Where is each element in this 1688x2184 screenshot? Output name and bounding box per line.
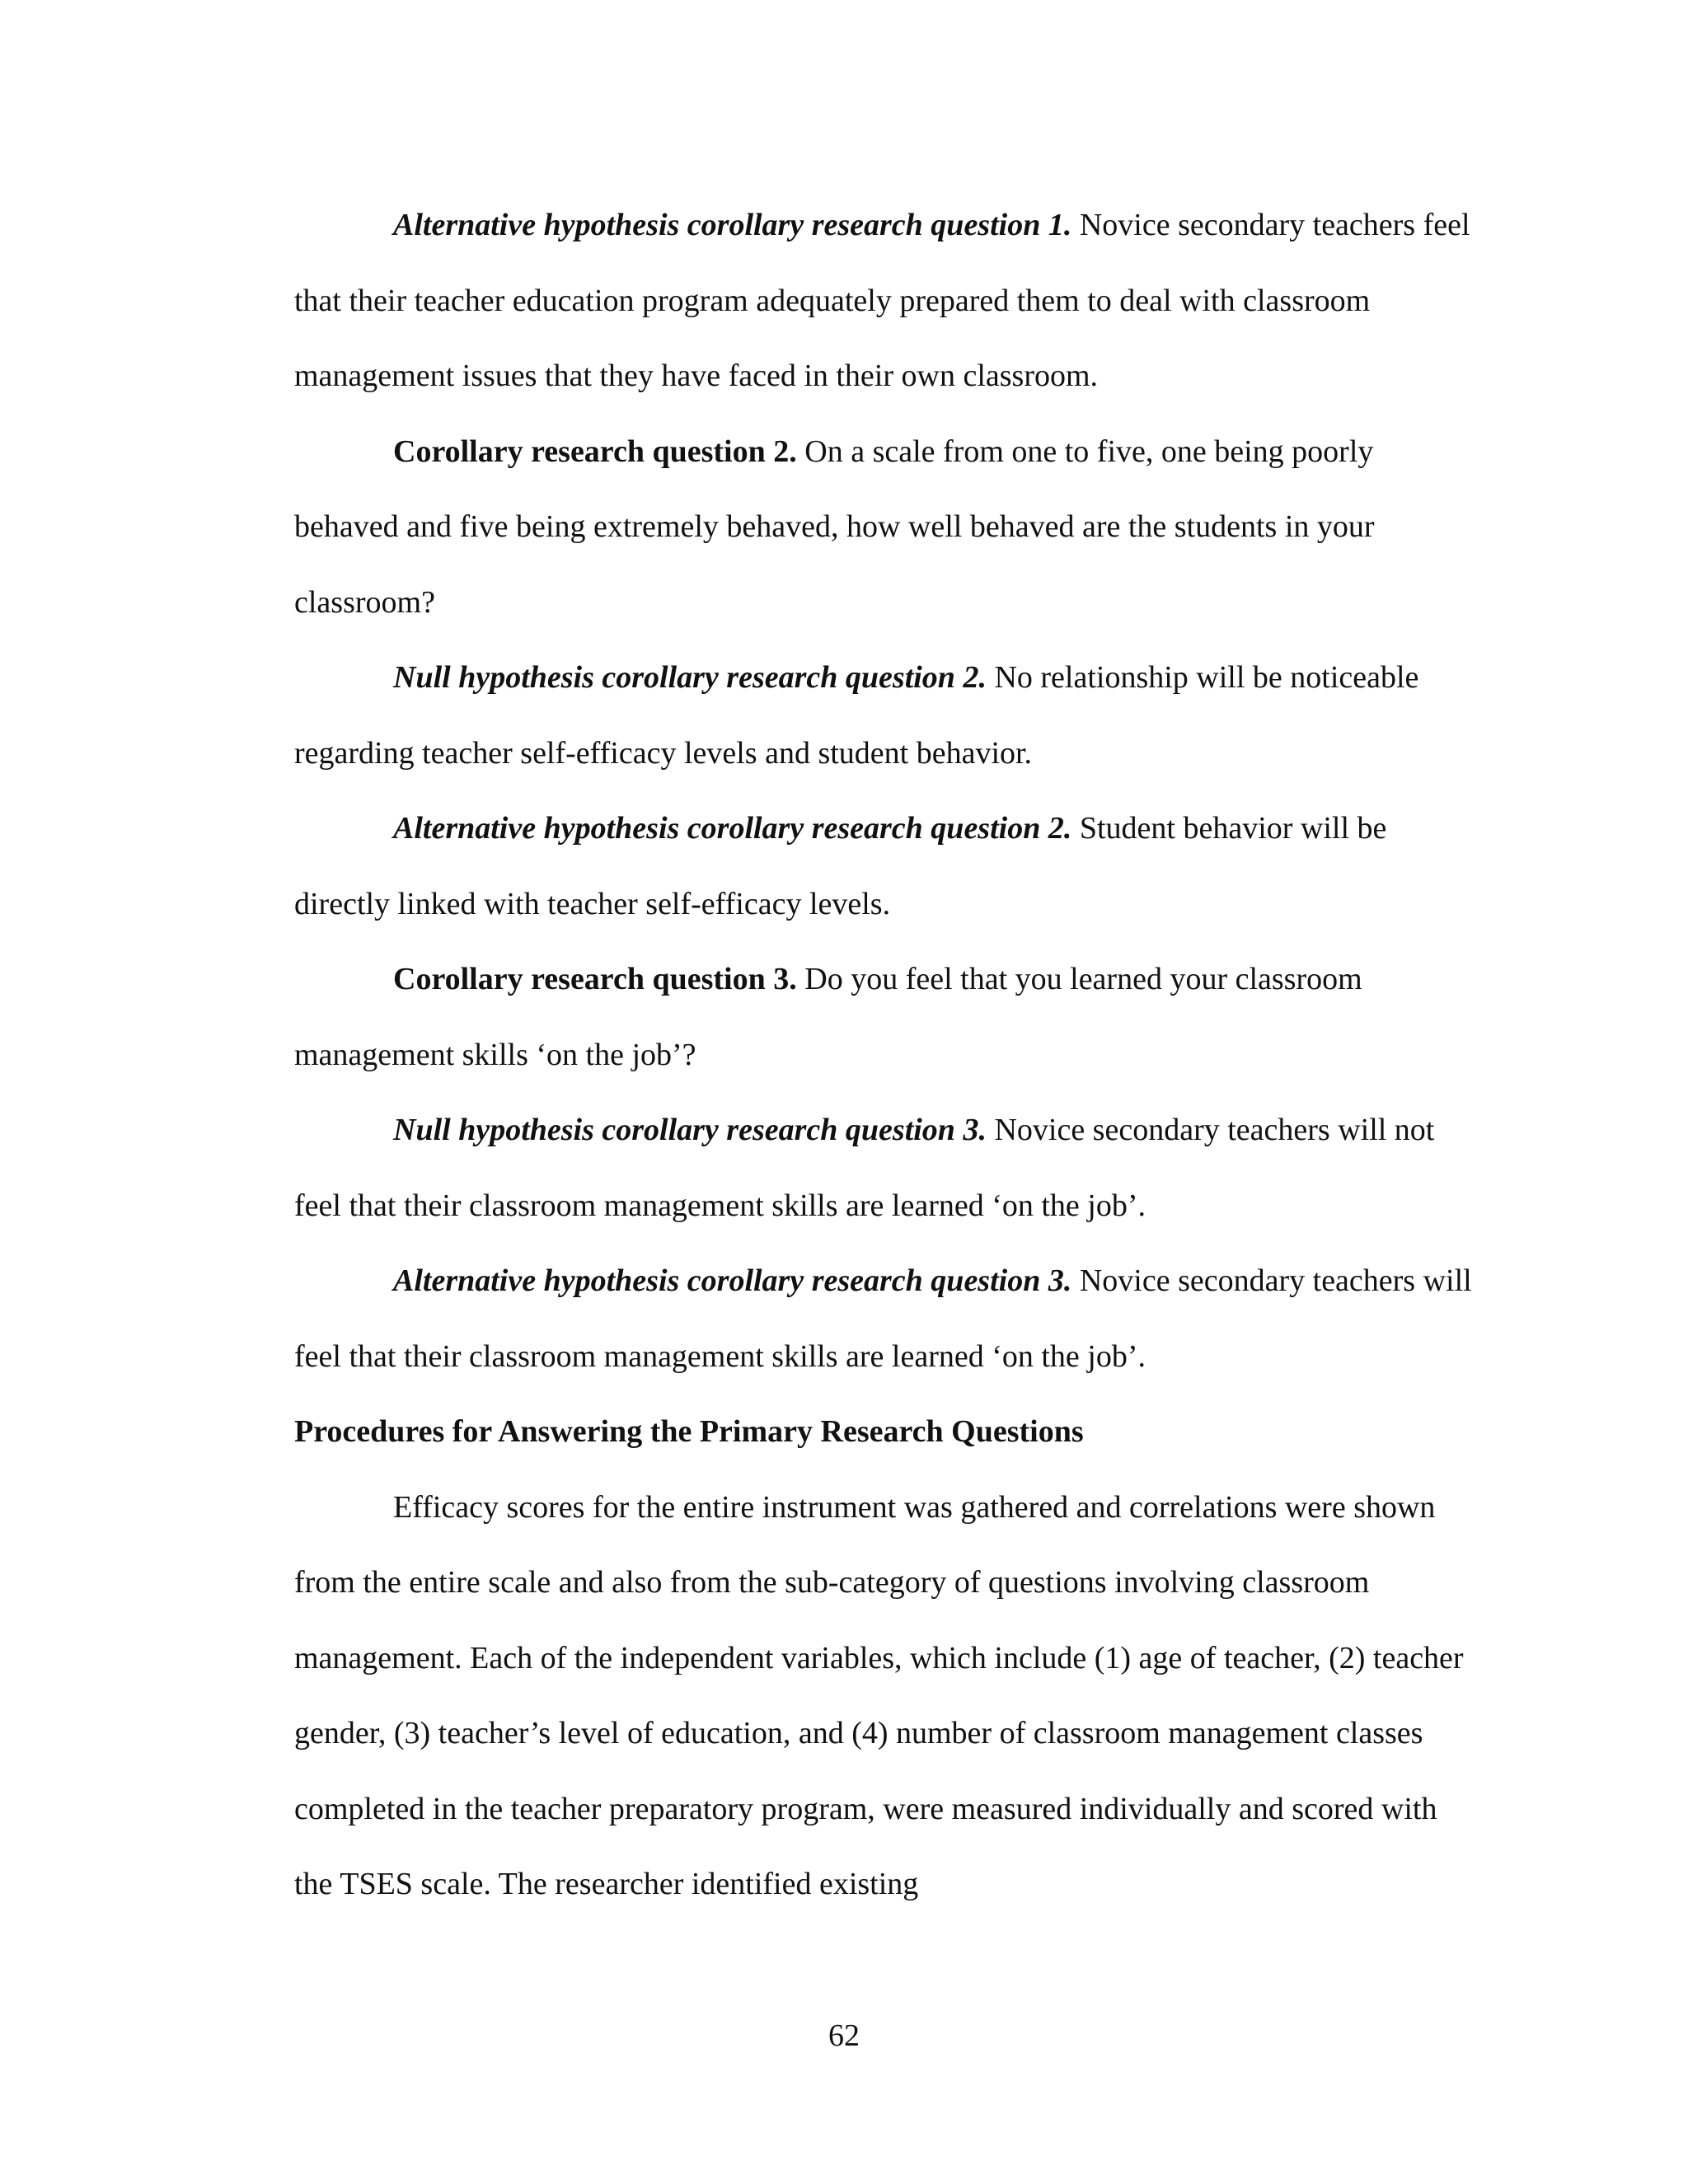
corollary-q2-paragraph — [294, 415, 1481, 641]
alt-hypothesis-q3-paragraph — [294, 1244, 1481, 1394]
null-hypothesis-q3-text: Novice secondary teachers will not feel that their classroom management skills are learned ‘on the job’. — [294, 1113, 1435, 1223]
alt-hypothesis-q3-heading: Alternative hypothesis corollary research question 3. — [393, 1263, 1072, 1298]
section-heading: Procedures for Answering the Primary Research Questions — [294, 1414, 1084, 1449]
null-hypothesis-q3-heading: Null hypothesis corollary research question 3. — [393, 1113, 987, 1147]
page-body — [294, 188, 1481, 1923]
corollary-q2-heading: Corollary research question 2. — [393, 434, 797, 469]
corollary-q3-paragraph — [294, 942, 1481, 1093]
alt-hypothesis-q2-text: Student behavior will be directly linked with teacher self-efficacy levels. — [294, 811, 1387, 921]
corollary-q3-heading: Corollary research question 3. — [393, 962, 797, 996]
procedures-paragraph: Efficacy scores for the entire instrument was gathered and correlations were shown from the entire scale and also from the sub-category of questions involving classroom management. Each of the independent variables, which include (1) age of teacher, (2) teacher gender, (3) teacher’s level of education, and (4) number of classroom management classes completed in the teacher preparatory program, were measured individually and scored with the TSES scale. The researcher identified existing — [294, 1489, 1464, 1901]
alt-hypothesis-q2-paragraph — [294, 791, 1481, 942]
alt-hypothesis-q3-text: Novice secondary teachers will feel that their classroom management skills are learned ‘on the job’. — [294, 1263, 1472, 1374]
null-hypothesis-q2-text: No relationship will be noticeable regarding teacher self-efficacy levels and student behavior. — [294, 660, 1419, 771]
corollary-q3-text: Do you feel that you learned your classroom management skills ‘on the job’? — [294, 962, 1362, 1072]
null-hypothesis-q3-paragraph — [294, 1093, 1481, 1244]
alt-hypothesis-q1-paragraph — [294, 188, 1481, 415]
corollary-q2-text: On a scale from one to five, one being poorly behaved and five being extremely behaved, how well behaved are the students in your classroom? — [294, 434, 1375, 620]
null-hypothesis-q2-paragraph — [294, 640, 1481, 791]
alt-hypothesis-q1-text: Novice secondary teachers feel that their teacher education program adequately prepared them to deal with classroom management issues that they have faced in their own classroom. — [294, 208, 1470, 393]
alt-hypothesis-q2-heading: Alternative hypothesis corollary research question 2. — [393, 811, 1072, 846]
page-number: 62 — [828, 2018, 860, 2053]
null-hypothesis-q2-heading: Null hypothesis corollary research question 2. — [393, 660, 987, 695]
alt-hypothesis-q1-heading: Alternative hypothesis corollary research question 1. — [393, 208, 1072, 242]
